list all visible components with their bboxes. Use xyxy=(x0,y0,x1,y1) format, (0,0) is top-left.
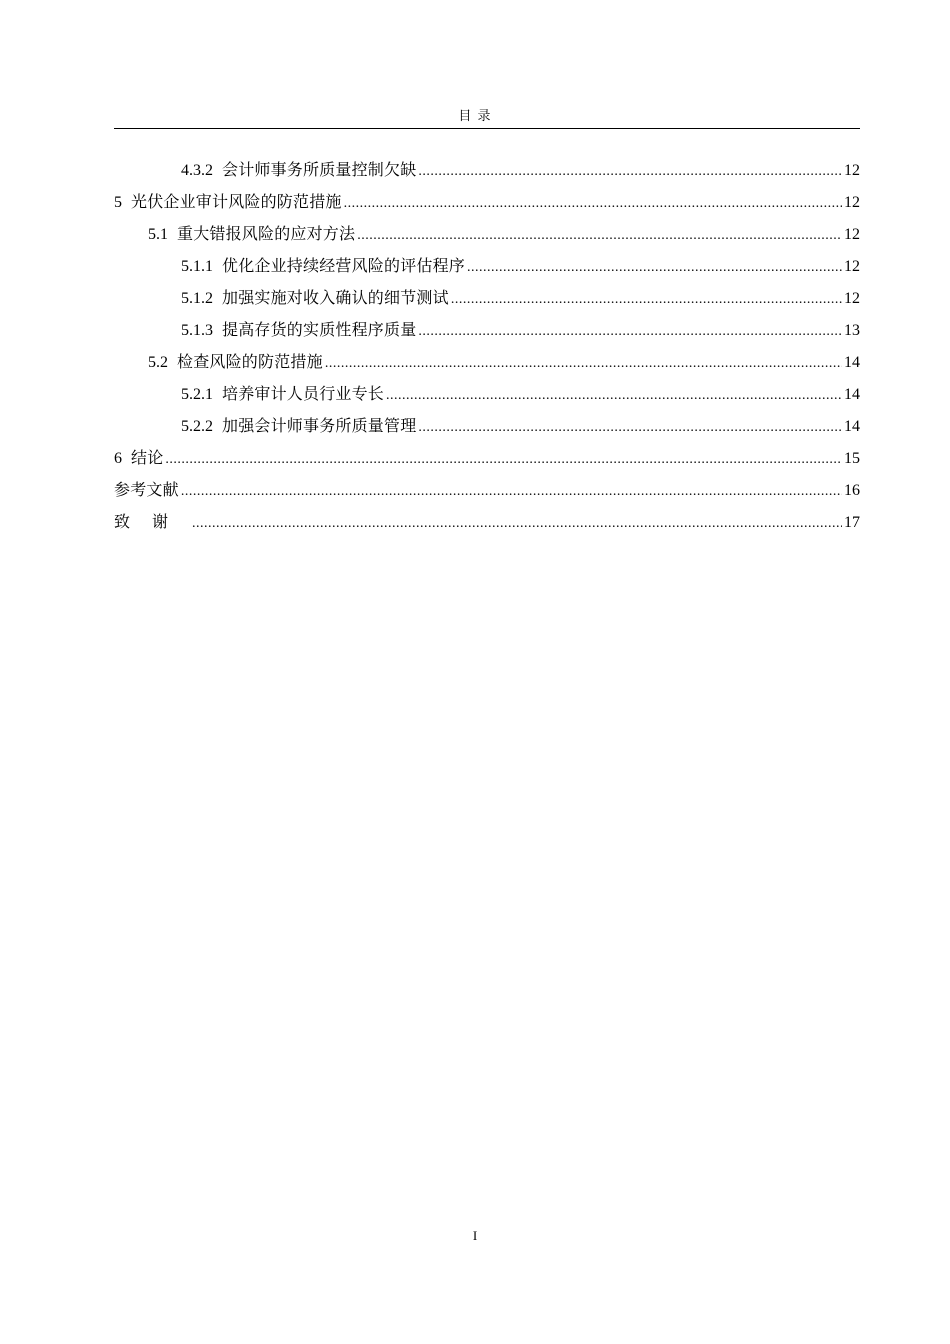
toc-dot-leader xyxy=(192,510,842,538)
toc-entry-number: 5.1.2 xyxy=(181,290,213,307)
toc-entry[interactable] xyxy=(114,156,860,188)
toc-entry[interactable] xyxy=(114,412,860,444)
toc-entry-title: 重大错报风险的应对方法 xyxy=(177,224,356,243)
toc-entry-page: 12 xyxy=(844,162,860,179)
toc-entry-title: 光伏企业审计风险的防范措施 xyxy=(131,192,342,211)
header-title: 目 录 xyxy=(458,109,492,124)
toc-entry[interactable] xyxy=(114,316,860,348)
toc-entry-number: 5 xyxy=(114,194,122,211)
toc-dot-leader xyxy=(181,478,842,506)
toc-entry-page: 16 xyxy=(844,482,860,499)
toc-dot-leader xyxy=(418,158,842,186)
toc-entry-page: 12 xyxy=(844,226,860,243)
toc-dot-leader xyxy=(418,414,842,442)
toc-entry-number: 6 xyxy=(114,450,122,467)
toc-entry-title: 培养审计人员行业专长 xyxy=(222,384,385,403)
toc-entry-title: 结论 xyxy=(131,448,164,467)
toc-dot-leader xyxy=(344,190,842,218)
toc-entry-number: 5.2.1 xyxy=(181,386,213,403)
toc-entry-page: 12 xyxy=(844,258,860,275)
table-of-contents xyxy=(114,156,860,540)
toc-entry[interactable] xyxy=(114,220,860,252)
toc-dot-leader xyxy=(467,254,842,282)
toc-entry-title: 加强会计师事务所质量管理 xyxy=(222,416,417,435)
toc-entry-number: 4.3.2 xyxy=(181,162,213,179)
toc-entry-title: 提高存货的实质性程序质量 xyxy=(222,320,417,339)
footer-page-number: I xyxy=(472,1228,478,1243)
toc-entry-page: 15 xyxy=(844,450,860,467)
toc-entry-page: 14 xyxy=(844,418,860,435)
toc-entry-title: 检查风险的防范措施 xyxy=(177,352,323,371)
toc-entry-page: 13 xyxy=(844,322,860,339)
toc-dot-leader xyxy=(325,350,842,378)
toc-entry[interactable] xyxy=(114,476,860,508)
toc-entry-number: 5.2.2 xyxy=(181,418,213,435)
toc-dot-leader xyxy=(357,222,842,250)
toc-dot-leader xyxy=(451,286,842,314)
header-rule xyxy=(114,128,860,129)
toc-entry-number: 5.1.1 xyxy=(181,258,213,275)
toc-entry-page: 14 xyxy=(844,354,860,371)
toc-entry-number: 5.2 xyxy=(148,354,168,371)
toc-entry[interactable] xyxy=(114,188,860,220)
toc-entry[interactable] xyxy=(114,284,860,316)
toc-entry-title: 加强实施对收入确认的细节测试 xyxy=(222,288,449,307)
toc-entry[interactable] xyxy=(114,252,860,284)
toc-entry-number: 5.1.3 xyxy=(181,322,213,339)
toc-entry[interactable] xyxy=(114,348,860,380)
toc-dot-leader xyxy=(165,446,842,474)
toc-entry-page: 12 xyxy=(844,194,860,211)
toc-dot-leader xyxy=(418,318,842,346)
toc-entry-page: 17 xyxy=(844,514,860,531)
toc-entry[interactable] xyxy=(114,380,860,412)
toc-entry[interactable] xyxy=(114,508,860,540)
toc-entry-title: 会计师事务所质量控制欠缺 xyxy=(222,160,417,179)
toc-entry-number: 5.1 xyxy=(148,226,168,243)
toc-entry-title: 致谢 xyxy=(114,512,191,531)
toc-dot-leader xyxy=(386,382,842,410)
toc-entry-page: 12 xyxy=(844,290,860,307)
toc-entry-title: 参考文献 xyxy=(114,480,179,499)
toc-entry-page: 14 xyxy=(844,386,860,403)
toc-entry[interactable] xyxy=(114,444,860,476)
toc-entry-title: 优化企业持续经营风险的评估程序 xyxy=(222,256,466,275)
